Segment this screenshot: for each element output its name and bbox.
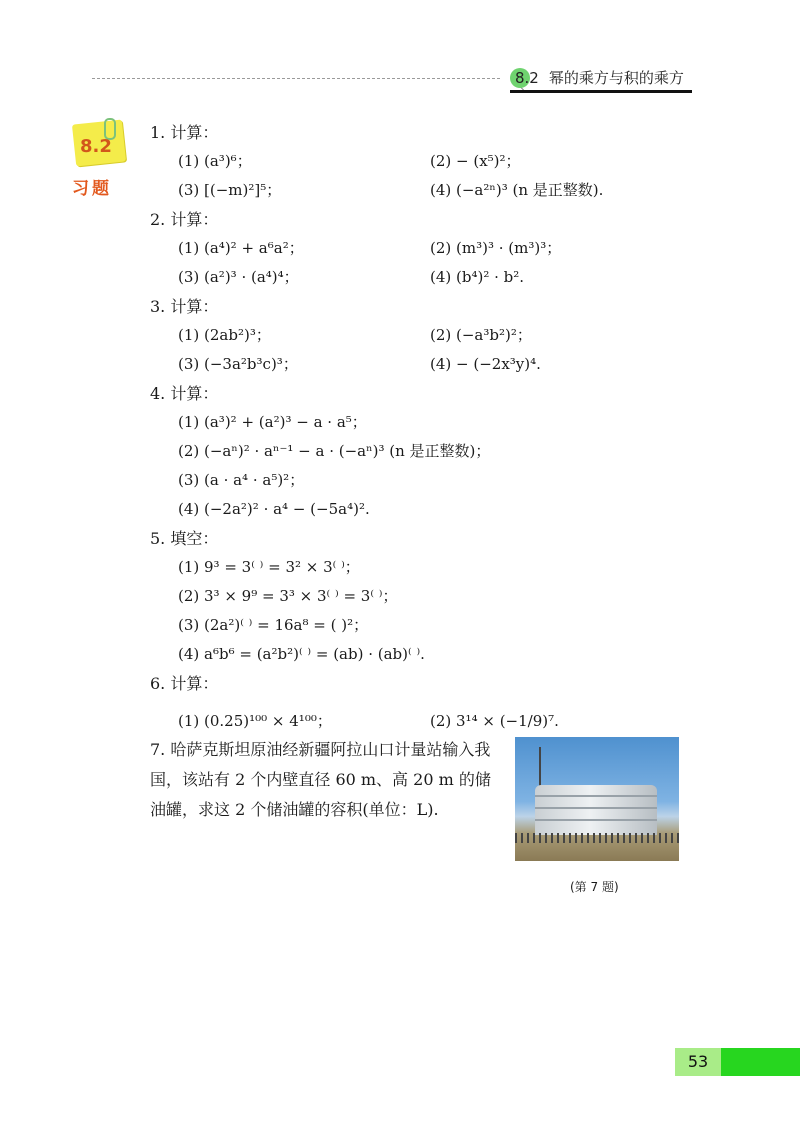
badge-label: 习题 bbox=[72, 179, 112, 199]
problem-row bbox=[150, 263, 700, 292]
problem-row bbox=[150, 147, 700, 176]
sub-item: (3) (−3a²b³c)³； bbox=[178, 355, 298, 373]
header-bar bbox=[510, 90, 692, 93]
problem-title: 1. 计算： bbox=[150, 123, 219, 142]
problem-6 bbox=[150, 669, 700, 744]
problem-1 bbox=[150, 118, 700, 205]
problem-3 bbox=[150, 292, 700, 379]
problem-2 bbox=[150, 205, 700, 292]
sub-item: (2) − (x⁵)²； bbox=[430, 152, 521, 170]
problem-title: 3. 计算： bbox=[150, 297, 219, 316]
sub-item: (3) [(−m)²]⁵； bbox=[178, 181, 282, 199]
oil-tank bbox=[535, 785, 657, 835]
exercise-list bbox=[150, 118, 700, 744]
sub-item: (4) a⁶b⁶ = (a²b²)⁽ ⁾ = (ab) · (ab)⁽ ⁾. bbox=[178, 645, 425, 663]
header-rule bbox=[92, 78, 500, 79]
problem-title: 4. 计算： bbox=[150, 384, 219, 403]
sub-item: (4) (−a²ⁿ)³ (n 是正整数). bbox=[430, 181, 604, 199]
sub-item: (1) 9³ = 3⁽ ⁾ = 3² × 3⁽ ⁾； bbox=[178, 558, 360, 576]
sub-item: (1) (a³)⁶； bbox=[178, 152, 252, 170]
problem-row bbox=[150, 321, 700, 350]
sub-item: (3) (2a²)⁽ ⁾ = 16a⁸ = ( )²； bbox=[178, 616, 369, 634]
footer-bar bbox=[721, 1048, 800, 1076]
problem-title: 5. 填空： bbox=[150, 529, 219, 548]
sub-item: (3) (a · a⁴ · a⁵)²； bbox=[178, 471, 305, 489]
page-number: 53 bbox=[675, 1048, 721, 1076]
sub-item: (3) (a²)³ · (a⁴)⁴； bbox=[178, 268, 299, 286]
figure-caption: (第 7 题) bbox=[570, 880, 619, 894]
section-title: 幂的乘方与积的乘方 bbox=[548, 69, 684, 87]
sub-item: (2) 3³ × 9⁹ = 3³ × 3⁽ ⁾ = 3⁽ ⁾； bbox=[178, 587, 398, 605]
sub-item: (2) (−a³b²)²； bbox=[430, 326, 532, 344]
problem-row bbox=[150, 176, 700, 205]
badge-number: 8.2 bbox=[80, 136, 112, 157]
sub-item: (2) 3¹⁴ × (−1/9)⁷. bbox=[430, 712, 559, 730]
sub-item: (1) (2ab²)³； bbox=[178, 326, 271, 344]
sub-item: (4) (−2a²)² · a⁴ − (−5a⁴)². bbox=[178, 500, 370, 518]
exercise-badge bbox=[66, 118, 136, 199]
running-header bbox=[515, 68, 684, 88]
oil-tank-photo bbox=[515, 737, 679, 861]
problem-title: 2. 计算： bbox=[150, 210, 219, 229]
sub-item: (2) (−aⁿ)² · aⁿ⁻¹ − a · (−aⁿ)³ (n 是正整数)； bbox=[178, 442, 491, 460]
problem-5 bbox=[150, 524, 700, 669]
sub-item: (2) (m³)³ · (m³)³； bbox=[430, 239, 562, 257]
sub-item: (4) (b⁴)² · b². bbox=[430, 268, 525, 286]
sub-item: (4) − (−2x³y)⁴. bbox=[430, 355, 541, 373]
sub-item: (1) (0.25)¹⁰⁰ × 4¹⁰⁰； bbox=[178, 712, 332, 730]
problem-row bbox=[150, 350, 700, 379]
section-number: 8.2 bbox=[515, 69, 539, 87]
sub-item: (1) (a⁴)² + a⁶a²； bbox=[178, 239, 304, 257]
problem-title: 6. 计算： bbox=[150, 674, 219, 693]
fence bbox=[515, 833, 679, 843]
problem-row bbox=[150, 234, 700, 263]
problem-7: 7. 哈萨克斯坦原油经新疆阿拉山口计量站输入我国，该站有 2 个内壁直径 60 m、高 20 m 的储油罐，求这 2 个储油罐的容积(单位：L). bbox=[150, 740, 491, 819]
problem-4 bbox=[150, 379, 700, 524]
sub-item: (1) (a³)² + (a²)³ − a · a⁵； bbox=[178, 413, 367, 431]
